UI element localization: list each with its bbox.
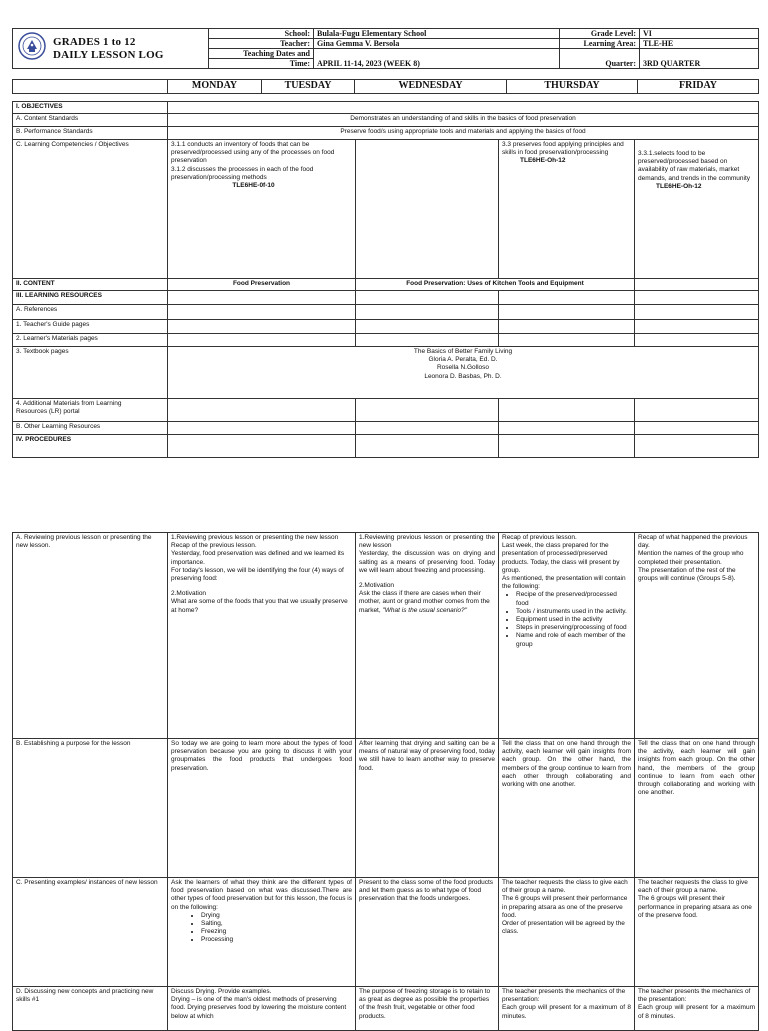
paragraph: Recap of what happened the previous day. <box>638 534 748 550</box>
competency-3-1-1: 3.1.1 conducts an inventory of foods that can be preserved/processed using any of the processes on food preservation <box>171 141 335 165</box>
header-logo-cell <box>13 29 209 69</box>
empty-cell <box>499 305 635 320</box>
procedure-a-wednesday <box>499 533 635 739</box>
learners-materials-label: 2. Learner's Materials pages <box>13 334 168 347</box>
book-author: Leonora D. Basbas, Ph. D. <box>424 372 502 380</box>
book-author: Rosella N.Golloso <box>436 364 490 372</box>
list-item: • Name and role of each member of the group <box>516 632 631 648</box>
presentation-contents-list <box>502 591 631 648</box>
form-title-line1: GRADES 1 to 12 <box>53 36 136 48</box>
textbook-label: 3. Textbook pages <box>13 347 168 399</box>
paragraph: Recap of the previous lesson. <box>171 542 257 550</box>
teacher-value: Gina Gemma V. Bersola <box>314 39 560 49</box>
paragraph: The teacher presents the mechanics of the presentation: <box>502 988 626 1004</box>
objectives-table <box>12 101 759 458</box>
procedure-c-monday <box>168 878 356 987</box>
competencies-label: C. Learning Competencies / Objectives <box>13 140 168 279</box>
day-wednesday: WEDNESDAY <box>355 80 507 94</box>
procedures-table <box>12 532 759 1031</box>
list-item: • Recipe of the preserved/processed food <box>516 591 631 607</box>
procedure-b-wednesday: Tell the class that on one hand through the activity, each learner will gain insights from each group. On the other hand, the members of the group continue to learn from each other through collaborating and working with one another. <box>499 739 635 878</box>
additional-materials-label <box>13 399 168 422</box>
day-thursday: THURSDAY <box>507 80 638 94</box>
paragraph: 2.Motivation <box>171 590 207 598</box>
competency-3-1-2: 3.1.2 discusses the processes in each of the food preservation/processing methods <box>171 165 314 181</box>
procedure-b-tuesday: After learning that drying and salting can be a means of natural way of preserving food, today we still have to learn another way to preserve food. <box>356 739 499 878</box>
procedure-c-label: C. Presenting examples/ instances of new lesson <box>13 878 168 987</box>
empty-cell <box>168 422 356 435</box>
empty-cell <box>635 334 759 347</box>
days-header <box>12 79 759 94</box>
preservation-types-list <box>171 912 352 945</box>
competency-code: TLE6HE-Oh-12 <box>656 182 702 190</box>
paragraph: As mentioned, the presentation will contain the following: <box>502 575 626 591</box>
book-title: The Basics of Better Family Living <box>413 348 513 355</box>
empty-cell <box>168 435 356 458</box>
empty-cell <box>499 291 635 305</box>
empty-cell <box>635 422 759 435</box>
performance-standards-text: Preserve food/s using appropriate tools and materials and applying the basics of food <box>168 127 759 140</box>
content-standards-text: Demonstrates an understanding of and skills in the basics of food preservation <box>168 114 759 127</box>
procedure-b-label: B. Establishing a purpose for the lesson <box>13 739 168 878</box>
paragraph: 2.Motivation <box>359 582 395 590</box>
paragraph: The 6 groups will present their performance in preparing atsara as one of the preserve food. <box>502 895 628 919</box>
list-item: • Processing <box>201 936 352 944</box>
procedure-a-thursday <box>635 533 759 739</box>
paragraph: 1.Reviewing previous lesson or presenting the new lesson <box>359 534 495 550</box>
teacher-label: Teacher: <box>209 39 314 49</box>
empty-cell <box>356 422 499 435</box>
list-item: • Drying <box>201 912 352 920</box>
paragraph: The 6 groups will present their performance in preparing atsara as one of the preserve food. <box>638 895 752 919</box>
empty-cell <box>356 291 499 305</box>
empty-cell <box>168 291 356 305</box>
list-item: • Equipment used in the activity <box>516 616 631 624</box>
competency-3-3-1: 3.3.1.selects food to be preserved/processed based on availability of raw materials, market demands, and trends in the community <box>638 150 751 182</box>
list-item: • Freezing <box>201 928 352 936</box>
paragraph: 1.Reviewing previous lesson or presenting the new lesson <box>171 534 339 541</box>
empty-cell <box>499 435 635 458</box>
empty-cell <box>635 320 759 334</box>
deped-seal-icon <box>18 32 46 60</box>
paragraph: Yesterday, food preservation was defined and we learned its importance. <box>171 550 345 566</box>
paragraph <box>359 590 495 615</box>
procedure-c-tuesday: Present to the class some of the food products and let them guess as to what type of food preservation that the foods undergoes. <box>356 878 499 987</box>
procedure-d-tuesday: The purpose of freezing storage is to retain to as great as degree as possible the properties of the fresh fruit, vegetable or other food products. <box>356 987 499 1031</box>
references-label: A. References <box>13 305 168 320</box>
empty-cell <box>356 399 499 422</box>
competency-friday <box>635 140 759 279</box>
content-wednesday: Food Preservation: Uses of Kitchen Tools and Equipment <box>356 279 635 291</box>
procedure-a-monday <box>168 533 356 739</box>
competency-3-3: 3.3 preserves food applying principles and skills in food preservation/processing <box>502 141 624 157</box>
procedure-c-thursday <box>635 878 759 987</box>
empty-cell <box>635 435 759 458</box>
content-monday: Food Preservation <box>168 279 356 291</box>
procedure-a-tuesday <box>356 533 499 739</box>
school-label: School: <box>209 29 314 39</box>
dates-label-1: Teaching Dates and <box>209 49 314 59</box>
grade-value: VI <box>640 29 759 39</box>
paragraph: What are some of the foods that you that we usually preserve at home? <box>171 598 348 614</box>
empty-cell <box>499 334 635 347</box>
resources-heading: III. LEARNING RESOURCES <box>13 291 168 305</box>
performance-standards-label: B. Performance Standards <box>13 127 168 140</box>
competency-wednesday <box>356 140 499 279</box>
day-monday: MONDAY <box>168 80 262 94</box>
procedure-d-label: D. Discussing new concepts and practicing new skills #1 <box>13 987 168 1031</box>
empty-cell <box>168 305 356 320</box>
quarter-label: Quarter: <box>560 49 640 69</box>
empty-cell <box>635 279 759 291</box>
paragraph: The teacher presents the mechanics of the presentation: <box>638 988 751 1004</box>
list-item: • Steps in preserving/processing of food <box>516 624 631 632</box>
label-line: Resources (LR) portal <box>16 408 80 416</box>
italic-text: "What is the usual scenario?" <box>382 606 467 614</box>
days-blank-cell <box>13 80 168 94</box>
empty-cell <box>168 334 356 347</box>
empty-cell <box>499 399 635 422</box>
content-standards-label: A. Content Standards <box>13 114 168 127</box>
paragraph: The teacher requests the class to give each of their group a name. <box>638 879 748 895</box>
procedure-b-thursday: Tell the class that on one hand through the activity, each learner will gain insights from each group. On the other hand, the members of the group continue to learn from each other through collaborating and working with one another. <box>635 739 759 878</box>
book-author: Gloria A. Peralta, Ed. D. <box>428 356 498 364</box>
empty-cell <box>499 422 635 435</box>
empty-cell <box>635 399 759 422</box>
procedure-c-wednesday <box>499 878 635 987</box>
paragraph: Recap of previous lesson. <box>502 534 577 541</box>
procedure-b-monday: So today we are going to learn more about the types of food preservation because you are going to discuss it with your groupmates the food products that undergoes food preservation. <box>168 739 356 878</box>
paragraph: Ask the learners of what they think are the different types of food preservation based on what was discussed.There are other types of food preservation but for this lesson, the focus is on the following: <box>171 879 352 911</box>
text: Ask the class if there are cases when their mother, aunt or grand mother comes from the market, <box>359 590 490 614</box>
day-tuesday: TUESDAY <box>262 80 355 94</box>
procedure-a-label: A. Reviewing previous lesson or presenting the new lesson. <box>13 533 168 739</box>
empty-cell <box>356 334 499 347</box>
paragraph: Drying – is one of the man's oldest methods of preserving food. Drying preserves food by lowering the moisture content below at which <box>171 996 347 1020</box>
empty-cell <box>168 399 356 422</box>
dates-value: APRIL 11-14, 2023 (WEEK 8) <box>314 49 560 69</box>
quarter-value: 3RD QUARTER <box>640 49 759 69</box>
list-item: • Salting, <box>201 920 352 928</box>
day-friday: FRIDAY <box>638 80 759 94</box>
competency-code: TLE6HE-Oh-12 <box>520 157 566 165</box>
competency-monday <box>168 140 356 279</box>
paragraph: The presentation of the rest of the groups will continue (Groups 5-8). <box>638 566 736 583</box>
objectives-heading: I. OBJECTIVES <box>13 102 168 114</box>
paragraph: For today's lesson, we will be identifying the four (4) ways of preserving food: <box>171 566 344 583</box>
paragraph: The teacher requests the class to give each of their group a name. <box>502 879 628 895</box>
header-table <box>12 28 759 69</box>
competency-thursday <box>499 140 635 279</box>
paragraph: Each group will present for a maximum of 8 minutes. <box>638 1004 755 1020</box>
paragraph: Order of presentation will be agreed by the class. <box>502 920 625 936</box>
dates-label-2: Time: <box>209 59 314 69</box>
empty-cell <box>356 435 499 458</box>
empty-cell <box>168 102 759 114</box>
area-label: Learning Area: <box>560 39 640 49</box>
area-value: TLE-HE <box>640 39 759 49</box>
teachers-guide-label: 1. Teacher's Guide pages <box>13 320 168 334</box>
other-resources-label: B. Other Learning Resources <box>13 422 168 435</box>
school-value: Bulala-Fugu Elementary School <box>314 29 560 39</box>
form-title-line2: DAILY LESSON LOG <box>53 49 164 61</box>
paragraph: Yesterday, the discussion was on drying and salting as a means of preserving food. Today we will learn about freezing and processing. <box>359 550 495 574</box>
paragraph: Discuss Drying. Provide examples. <box>171 988 272 995</box>
empty-cell <box>356 320 499 334</box>
procedures-heading: IV. PROCEDURES <box>13 435 168 458</box>
paragraph: Last week, the class prepared for the presentation of processed/preserved products. Today, the class will present by group. <box>502 542 620 574</box>
empty-cell <box>499 320 635 334</box>
empty-cell <box>635 291 759 305</box>
list-item: • Tools / instruments used in the activity. <box>516 608 631 616</box>
paragraph: Each group will present for a maximum of 8 minutes. <box>502 1004 631 1020</box>
grade-label: Grade Level: <box>560 29 640 39</box>
competency-code: TLE6HE-0f-10 <box>232 182 275 190</box>
empty-cell <box>635 305 759 320</box>
empty-cell <box>168 320 356 334</box>
textbook-reference <box>168 347 759 399</box>
paragraph: Mention the names of the group who completed their presentation. <box>638 550 744 566</box>
label-line: 4. Additional Materials from Learning <box>16 400 122 407</box>
content-label: II. CONTENT <box>13 279 168 291</box>
empty-cell <box>356 305 499 320</box>
